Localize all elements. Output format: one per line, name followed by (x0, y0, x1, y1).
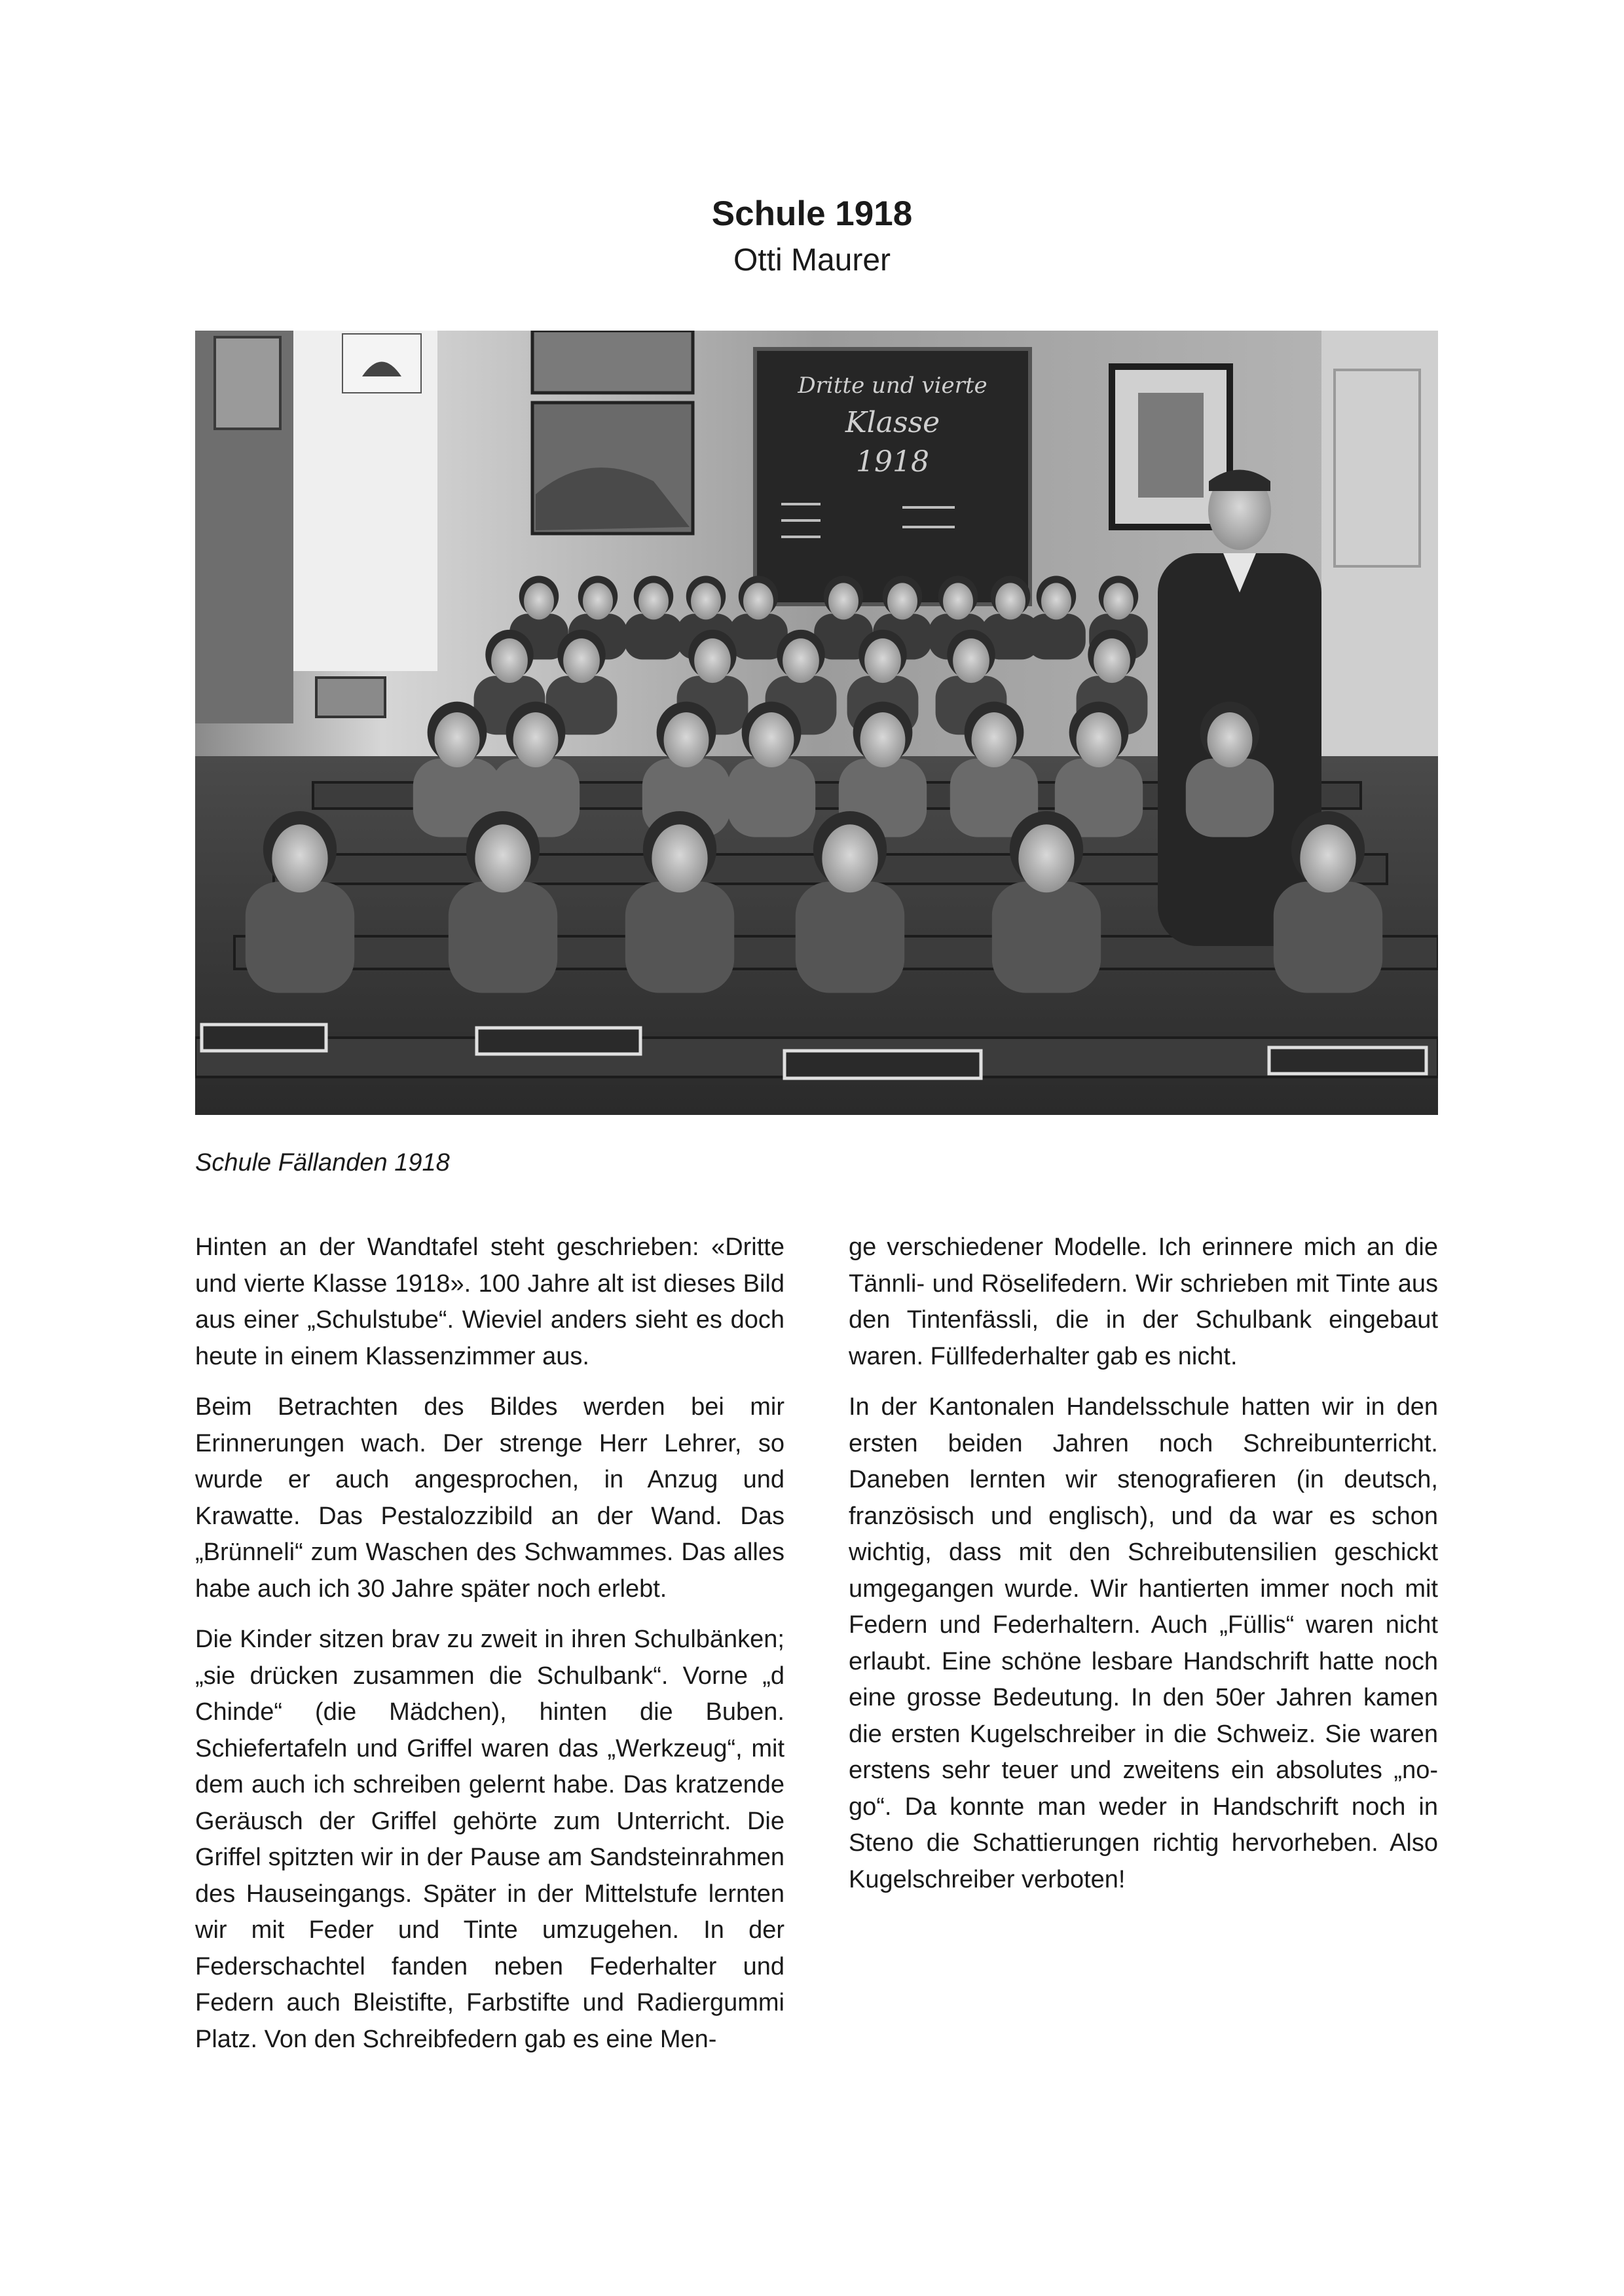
pupil-body (1274, 882, 1382, 993)
pupil-face (943, 583, 973, 619)
pupil-face (1018, 824, 1074, 892)
pupil-face (864, 638, 901, 683)
pupil-face (783, 638, 819, 683)
pupil-face (1041, 583, 1071, 619)
blackboard-text-line1: Dritte und vierte (798, 373, 987, 399)
pupil-face (652, 824, 707, 892)
pupil-face (1103, 583, 1134, 619)
pupil-face (272, 824, 327, 892)
pupil-face (972, 712, 1017, 767)
pupil-face (1300, 824, 1356, 892)
pupil-face (1077, 712, 1122, 767)
article-left-column (195, 1230, 784, 2072)
pupil-face (583, 583, 613, 619)
photo-caption: Schule Fällanden 1918 (195, 1149, 450, 1176)
pupil-body (1027, 613, 1086, 659)
pupil-face (638, 583, 669, 619)
article-right-column (849, 1230, 1438, 1912)
pupil-body (449, 882, 557, 993)
pupil-face (860, 712, 906, 767)
pupil-body (1186, 759, 1274, 837)
paragraph: Beim Betrachten des Bildes werden bei mir Erinnerungen wach. Der strenge Herr Lehrer, so wurde er auch angesprochen, in Anzug und Krawatte. Das Pestalozzibild an der Wand. Das „Brünneli“ zum Waschen des Schwammes. Das alles habe auch ich 30 Jahre später noch erlebt. (195, 1393, 784, 1603)
pupil-face (822, 824, 877, 892)
pupil-face (953, 638, 989, 683)
classroom-photo (195, 331, 1438, 1115)
paragraph: Die Kinder sitzen brav zu zweit in ihren Schulbänken; „sie drücken zusammen die Schulbank“. Vorne „d Chinde“ (die Mädchen), hinten die Buben. Schiefertafeln und Griffel waren das „Werkzeug“, mit dem auch ich schreiben gelernt habe. Das kratzende Geräusch der Griffel gehörte zum Unterricht. Die Griffel spitzten wir in der Pause am Sandsteinrahmen des Hauseingangs. Später in der Mittelstufe lernten wir mit Feder und Tinte umzugehen. In der Federschachtel fanden neben Federhalter und Federn auch Bleistifte, Farbstifte und Radiergummi Platz. Von den Schreibfedern gab es eine Men- (195, 1626, 784, 2053)
pupil-face (828, 583, 858, 619)
pupil-face (694, 638, 731, 683)
blackboard-text-line3: 1918 (856, 445, 929, 479)
pupil-face (887, 583, 917, 619)
pupil-face (743, 583, 773, 619)
pupil-face (664, 712, 709, 767)
pupil-face (691, 583, 721, 619)
pupil-body (728, 759, 815, 837)
pupil-face (1094, 638, 1130, 683)
pupil-face (491, 638, 528, 683)
washbasin (316, 678, 385, 717)
pupil-face (563, 638, 600, 683)
paragraph: In der Kantonalen Handelsschule hatten wir in den ersten beiden Jahren noch Schreibunterricht. Daneben lernten wir stenografieren (in deutsch, französisch und englisch), und da war es schon wichtig, dass mit den Schreibutensilien geschickt umgegangen wurde. Wir hantierten immer noch mit Federn und Federhaltern. Auch „Füllis“ waren nicht erlaubt. Eine schöne lesbare Handschrift hatte noch eine grosse Bedeutung. In den 50er Jahren kamen die ersten Kugelschreiber in die Schweiz. Sie waren erstens sehr teuer und zweitens ein absolutes „no-go“. Da konnte man weder in Handschrift noch in Steno die Schattierungen richtig hervorheben. Also Kugelschreiber verboten! (849, 1393, 1438, 1893)
wall-picture-top (532, 331, 693, 393)
pupil-body (246, 882, 354, 993)
author-name: Otti Maurer (733, 243, 891, 278)
pupil-face (749, 712, 794, 767)
pupil-body (796, 882, 904, 993)
paragraph: ge verschiedener Modelle. Ich erinnere mich an die Tännli- und Röselifedern. Wir schrieben mit Tinte aus den Tintenfässli, die in der Schulbank eingebaut waren. Füllfederhalter gab es nicht. (849, 1233, 1438, 1370)
pupil-face (435, 712, 480, 767)
pupil-body (625, 882, 734, 993)
paragraph: Hinten an der Wandtafel steht geschrieben: «Dritte und vierte Klasse 1918». 100 Jahre alt ist dieses Bild aus einer „Schulstube“. Wieviel anders sieht es doch heute in einem Klassenzimmer aus. (195, 1233, 784, 1370)
pupil-face (475, 824, 530, 892)
pupil-face (513, 712, 559, 767)
page-title: Schule 1918 (711, 194, 913, 233)
pupil-face (1208, 712, 1253, 767)
pupil-body (624, 613, 683, 659)
pupil-face (995, 583, 1025, 619)
blackboard-text-line2: Klasse (845, 406, 940, 439)
pupil-face (524, 583, 554, 619)
pupil-body (992, 882, 1101, 993)
